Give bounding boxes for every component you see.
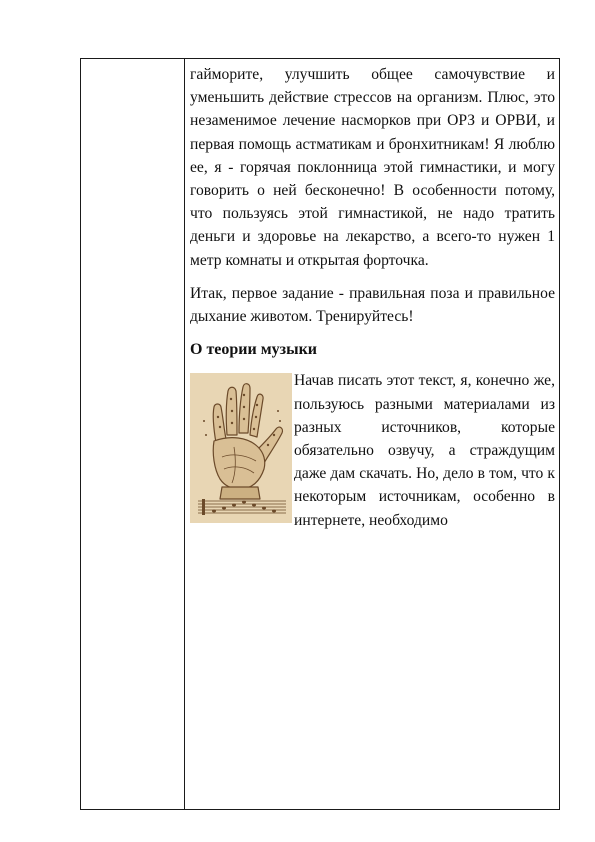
paragraph-first-task: Итак, первое задание - правильная поза и правильное дыхание животом. Тренируйтесь! <box>190 284 555 326</box>
column-divider <box>184 59 185 809</box>
guidonian-hand-illustration-icon <box>190 373 292 523</box>
text-cell <box>190 63 555 532</box>
paragraph-breathing-benefits: гайморите, улучшить общее самочувствие и уменьшить действие стрессов на организм. Плюс, это незаменимое лечение насморков при ОРЗ и ОРВИ, и первая помощь астматикам и бронхитникам! Я люблю ее, я - горячая поклонница этой гимнастики, и могу говорить о ней бесконечно! В особенности потому, что пользуясь этой гимнастикой, не надо тратить деньги и здоровье на лекарство, а всего-то нужен 1 метр комнаты и открытая форточка. <box>190 66 555 269</box>
table-frame <box>80 58 560 810</box>
paragraph-music-theory: Начав писать этот текст, я, конечно же, пользуюсь разными материалами из разных источников, которые обязательно озвучу, а страждущим даже дам скачать. Но, дело в том, что к некоторым источникам, особенно в интернете, необходимо <box>294 372 555 529</box>
section-heading: О теории музыки <box>190 341 317 359</box>
